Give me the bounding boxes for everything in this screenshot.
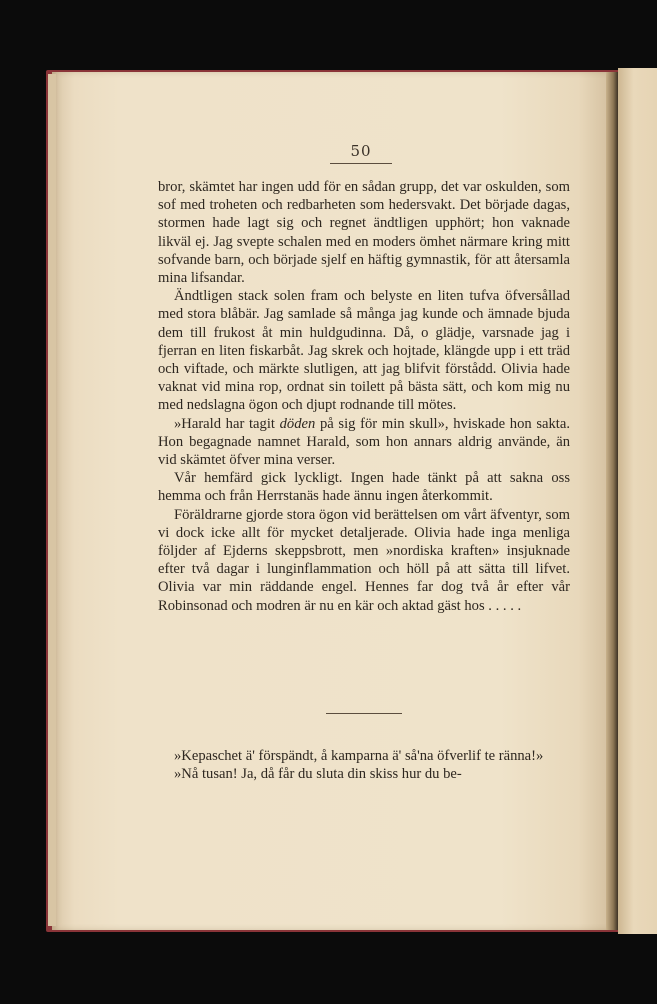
paragraph-3-end: på sig för min skull», hviskade hon sakta. Hon begagnade namnet Harald, som hon annars aldrig använde, än vid skämtet öfver mina verser. (158, 415, 570, 469)
paragraph-3 (158, 415, 570, 470)
paragraph-1: bror, skämtet har ingen udd för en sådan grupp, det var oskulden, som sof med troheten och redbarheten som hedersvakt. Det började dagas, stormen hade lagt sig och regnet ändtligen upphört; hon vaknade likväl ej. Jag svepte schalen med en moders ömhet närmare kring mitt sofvande barn, och började sjelf en häftig gymnastik, för att återsamla mina lifsandar. (158, 179, 570, 287)
paragraph-3-start: »Harald har tagit (174, 415, 280, 432)
header-rule (330, 163, 392, 164)
section-rule (326, 713, 402, 714)
paragraph-4: Vår hemfärd gick lyckligt. Ingen hade tänkt på att sakna oss hemma och från Herrstanäs hade ännu ingen återkommit. (158, 470, 570, 505)
emphasis-word: döden (279, 415, 316, 432)
page-number: 50 (350, 142, 372, 160)
page-edges (48, 74, 56, 926)
main-passage (158, 178, 570, 615)
paragraph-2: Ändtligen stack solen fram och belyste en liten tufva öfversållad med stora blåbär. Jag samlade så många jag kunde och ämnade bjuda dem till frukost åt min huldgudinna. Då, o glädje, varsnade jag i fjerran en liten fiskarbåt. Jag skrek och hojtade, klängde upp i ett träd och viftade, och märkte slutligen, att jag blifvit förstådd. Olivia hade vaknat vid mina rop, ordnat sin toilett på bästa sätt, och kom mig nu med nedslagna ögon och djupt rodnande till mötes. (158, 288, 570, 414)
dialogue-passage (158, 747, 570, 783)
book-gutter (606, 72, 618, 930)
dialogue-line-2: »Nå tusan! Ja, då får du sluta din skiss hur du be- (174, 766, 462, 783)
dialogue-line-1: »Kepaschet ä' förspändt, å kamparna ä' så'na öfverlif te ränna!» (174, 748, 544, 764)
paragraph-5: Föräldrarne gjorde stora ögon vid berättelsen om vårt äfventyr, som vi dock icke allt för mycket detaljerade. Olivia hade inga menliga följder af Ejderns skeppsbrott, men »nordiska kraften» insjuknade efter två dagar i lunginflammation och höll på att sätta till lifvet. Olivia var min räddande engel. Hennes far dog två år efter vår Robinsonad och modren är nu en kär och aktad gäst hos . . . . . (158, 506, 570, 614)
facing-page-edge (618, 68, 657, 934)
